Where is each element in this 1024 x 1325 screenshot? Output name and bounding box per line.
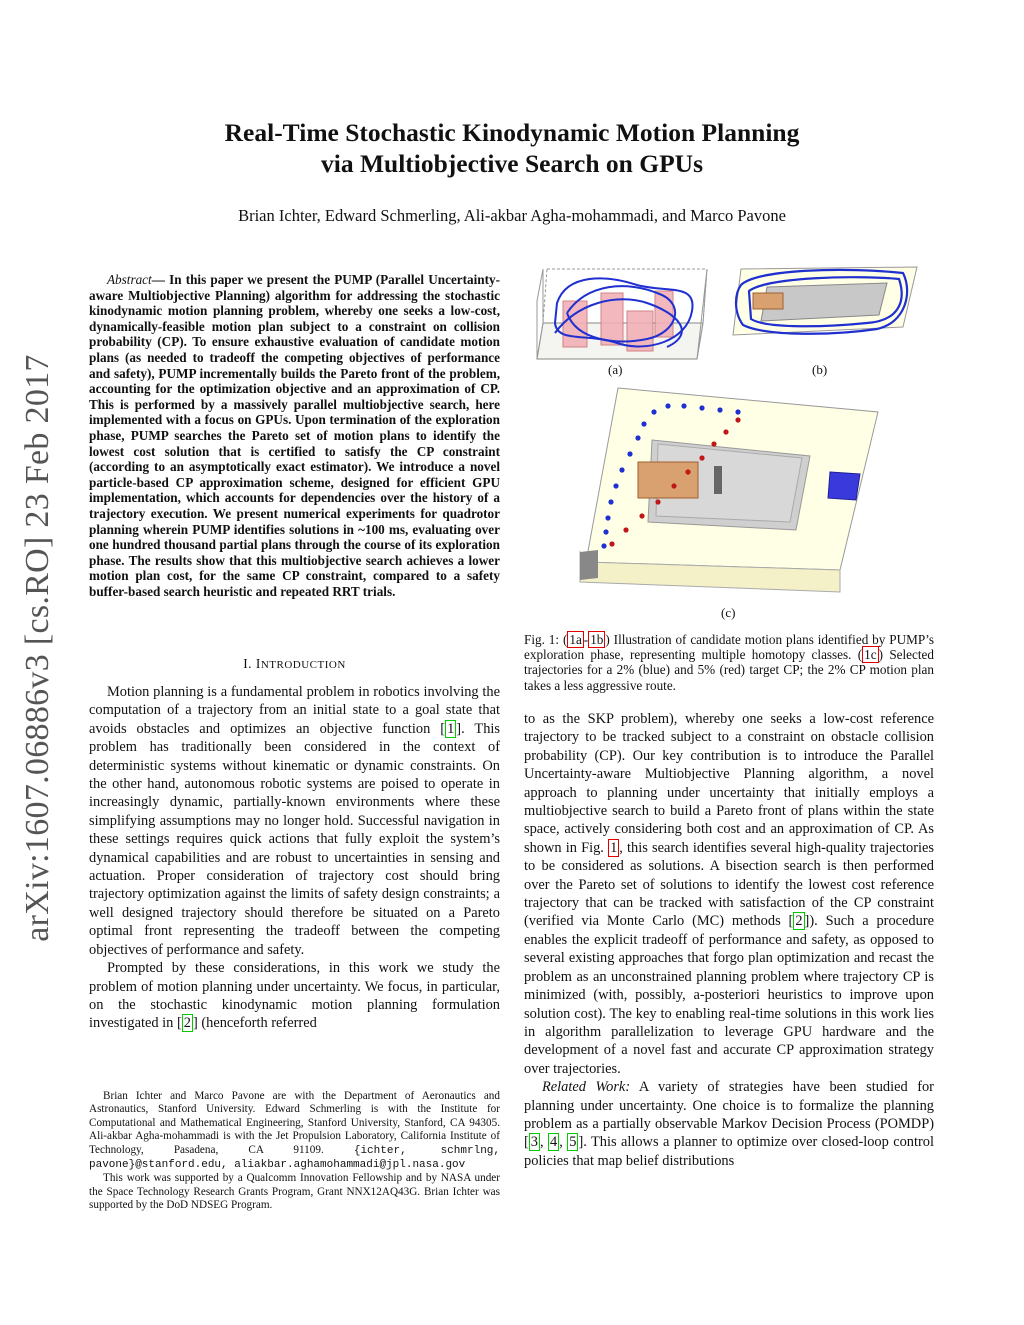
footnote-affiliations: Brian Ichter and Marco Pavone are with the Department of Aeronautics and Astronautics, Stanford University. Edward Schmerling is with the Institute for Computational and Mathematical Engineering, Stanford University, Stanford, CA 94305. Ali-akbar Agha-mohammadi is with the Jet Propulsion Laboratory, California Institute of Technology, Pasadena, CA 91109. {ichter, schmrlng, pavone}@stanford.edu, aliakbar.aghamohammadi@jpl.nasa.gov [89, 1090, 500, 1172]
affiliation-footnote [89, 1090, 500, 1213]
related-work-label: Related Work: [542, 1079, 631, 1096]
citation-link[interactable]: 2 [795, 913, 803, 930]
footnote-funding: This work was supported by a Qualcomm Innovation Fellowship and by NASA under the Space Technology Research Grants Program, Grant NNX12AQ43G. Brian Ichter was supported by the DoD NDSEG Program. [89, 1172, 500, 1212]
paper-title [140, 117, 884, 179]
citation-link[interactable]: 2 [183, 1015, 191, 1032]
abstract-text: In this paper we present the PUMP (Parallel Uncertainty-aware Multiobjective Planning) algorithm for addressing the stochastic kinodynamic motion planning problem, whereby one seeks a low-cost, dynamically-feasible motion plan subject to a constraint on collision probability (CP). To ensure exhaustive evaluation of candidate motion plans (as needed to tradeoff the competing objectives of performance and safety), PUMP incrementally builds the Pareto front of the problem, accounting for the optimization objective and an approximation of CP. This is performed by a massively parallel multiobjective search, here implemented with a focus on GPUs. Upon termination of the exploration phase, PUMP searches the Pareto set of motion plans to identify the lowest cost solution that is certified to satisfy the CP constraint (according to an asymptotically exact estimator). We introduce a novel particle-based CP approximation scheme, designed for efficient GPU implementation, which accounts for dependencies over the history of a trajectory execution. We present numerical experiments for quadrotor planning wherein PUMP identifies solutions in ~100 ms, evaluating over one hundred thousand partial plans through the course of its exploration phase. The results show that this multiobjective search achieves a lower motion plan cost, for the same CP constraint, compared to a safety buffer-based search heuristic and repeated RRT trials. [89, 272, 501, 599]
citation-link[interactable]: 5 [569, 1134, 577, 1151]
figure-1a [527, 263, 713, 363]
title-line-2: via Multiobjective Search on GPUs [321, 149, 703, 178]
related-work-paragraph: Related Work: A variety of strategies have been studied for planning under uncertainty. One choice is to formalize the planning problem as a partially observable Markov Decision Process (POMDP) [ 3 , 4 , 5 ]. This allows a planner to optimize over closed-loop control policies that map belief distributions [524, 1079, 934, 1169]
figure-1-caption: Fig. 1: ( 1a - 1b ) Illustration of candidate motion plans identified by PUMP’s exploration phase, representing multiple homotopy classes. ( 1c ) Selected trajectories for a 2% (blue) and 5% (red) target CP; the 2% CP motion plan takes a less aggressive route. [524, 632, 934, 693]
abstract-dash: — [151, 272, 165, 287]
arxiv-stamp: arXiv:1607.06886v3 [cs.RO] 23 Feb 2017 [19, 353, 56, 942]
section-title-rest: NTRODUCTION [260, 659, 346, 671]
figure-1b [727, 263, 923, 343]
title-line-1: Real-Time Stochastic Kinodynamic Motion Planning [224, 118, 800, 147]
section-number: I. [243, 656, 256, 671]
figure-1c [578, 382, 886, 596]
intro-paragraph-2: Prompted by these considerations, in this work we study the problem of motion planning under uncertainty. We focus, in particular, on the stochastic kinodynamic motion planning formulation investigated in [ 2 ] (henceforth referred [89, 960, 500, 1032]
figure-ref-1b[interactable]: 1b [590, 632, 604, 647]
subfigure-label-a: (a) [608, 362, 623, 377]
figure-ref-1[interactable]: 1 [610, 839, 618, 856]
introduction-body [89, 683, 500, 1033]
figure-ref-1c[interactable]: 1c [864, 647, 877, 663]
citation-link[interactable]: 3 [530, 1134, 538, 1151]
intro-paragraph-1: Motion planning is a fundamental problem in robotics involving the computation of a trajectory from an initial state to a goal state that avoids obstacles and optimizes an objective function [ 1 ]. This problem has traditionally been considered in the context of deterministic systems without kinematic or dynamic constraints. On the other hand, autonomous robotic systems are poised to operate in increasingly dynamic, partially-known environments where these simplifying assumptions may no longer hold. Successful navigation in these settings requires quick actions that fully exploit the system’s dynamical capabilities and are robust to uncertainties in sensing and actuation. Proper consideration of trajectory cost should bring trajectory optimization against the limits of safety design constraints; a well designed trajectory should therefore be situated on a Pareto optimal front representing the tradeoff between the competing objectives of performance and safety. [89, 684, 500, 958]
author-list: Brian Ichter, Edward Schmerling, Ali-akbar Agha-mohammadi, and Marco Pavone [238, 206, 786, 225]
citation-link[interactable]: 1 [447, 720, 455, 737]
subfigure-label-b: (b) [812, 362, 828, 377]
footnote-emails[interactable]: {ichter, schmrlng, pavone}@stanford.edu, aliakbar.aghamohammadi@jpl.nasa.gov [89, 1144, 500, 1172]
right-paragraph-1: to as the SKP problem), whereby one seeks a low-cost reference trajectory to be tracked subject to a constraint on obstacle collision probability (CP). Our key contribution is to introduce the Parallel Uncertainty-aware Multiobjective Planning algorithm, a novel approach to planning under uncertainty that initially employs a multiobjective search to build a Pareto front of plans within the state space, actively considering both cost and an approximation of CP. As shown in Fig. 1 , this search identifies several high-quality trajectories to be considered as solutions. A bisection search is then performed over the Pareto set of solutions to identify the lowest cost reference trajectory that can be tracked with satisfaction of the CP constraint (verified via Monte Carlo (MC) methods [ 2 ]). Such a procedure enables the explicit tradeoff of performance and safety, as opposed to several existing approaches that forgo plan optimization and recast the problem as an unconstrained planning problem where trajectory CP is minimized (with, possibly, a-posteriori heuristics to improve upon solution cost). The key to enabling real-time solutions in this work lies in algorithm parallelization to leverage GPU hardware and the development of a novel fast and accurate CP approximation strategy over trajectories. [524, 711, 934, 1077]
abstract-label: Abstract [107, 272, 152, 287]
subfigure-label-c: (c) [721, 605, 736, 620]
figure-ref-1a[interactable]: 1a [569, 632, 582, 647]
citation-link[interactable]: 4 [550, 1134, 558, 1151]
section-first-letter: I [255, 656, 261, 671]
section-heading-introduction [89, 656, 500, 672]
abstract [89, 272, 500, 599]
right-column-body [524, 710, 934, 1170]
